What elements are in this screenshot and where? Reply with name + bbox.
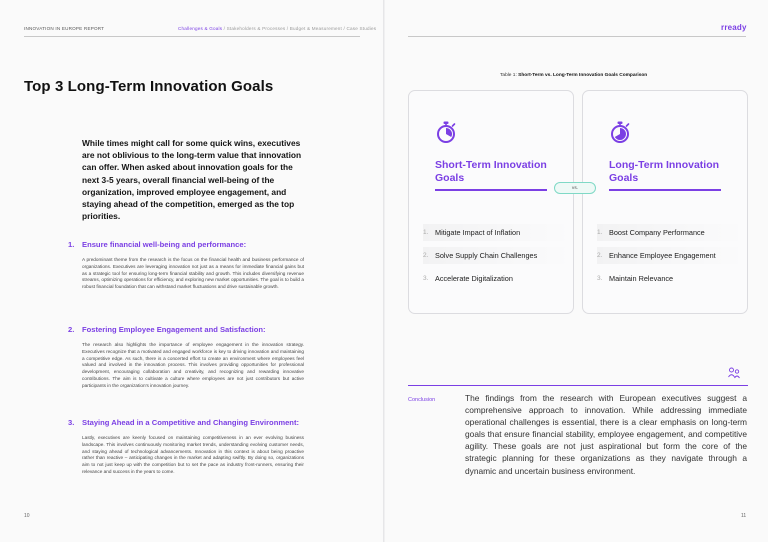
nav-separator: / (285, 26, 290, 31)
item-number: 2. (423, 252, 429, 259)
brand-logo[interactable]: rready (721, 23, 747, 32)
item-label: Maintain Relevance (609, 274, 674, 283)
goal-number: 1. (68, 240, 75, 249)
short-term-title-rule (435, 189, 547, 191)
long-term-title-rule (609, 189, 721, 191)
goal-body-3: Lastly, executives are keenly focused on maintaining competitiveness in an ever evolving business landscape. This involves continuously monitoring market trends, understanding evolving customer needs, and staying ahead of technological advancements. Innovation in this context is about being proactive rather than reactive – anticipating changes in the market and adapting swiftly. By doing so, organizations aim to not just keep up with the competition but to set the pace as industry front-runners, ensuring their relevance and success in the years to come. (82, 435, 304, 474)
short-term-item-1 (423, 224, 573, 241)
breadcrumb-nav (178, 26, 376, 31)
goal-heading-3 (68, 418, 299, 427)
item-label: Mitigate Impact of Inflation (435, 228, 521, 237)
item-label: Accelerate Digitalization (435, 274, 513, 283)
conclusion-text: The findings from the research with European executives suggest a comprehensive approach to innovation. While addressing immediate operational challenges is essential, there is a clear emphasis on long-term goals that ensure financial stability, employee engagement, and competitive agility. These goals are not just aspirational but form the core of the strategic planning for these organizations as they navigate through a dynamic and uncertain business environment. (465, 393, 747, 476)
nav-item-budget-measurement[interactable]: Budget & Measurement (289, 26, 343, 31)
long-term-item-1 (597, 224, 747, 241)
goal-title: Fostering Employee Engagement and Satisfaction: (82, 325, 266, 334)
goal-heading-2 (68, 325, 266, 334)
stopwatch-icon (435, 121, 457, 143)
nav-item-case-studies[interactable]: Case Studies (346, 26, 377, 31)
vs-badge: vs. (554, 182, 596, 194)
goal-title: Staying Ahead in a Competitive and Changing Environment: (82, 418, 300, 427)
header-rule-right (408, 36, 746, 37)
nav-item-stakeholders-processes[interactable]: Stakeholders & Processes (226, 26, 286, 31)
table-caption (500, 73, 647, 78)
people-icon (727, 366, 741, 380)
item-number: 3. (423, 275, 429, 282)
item-label: Solve Supply Chain Challenges (435, 251, 538, 260)
item-label: Enhance Employee Engagement (609, 251, 716, 260)
short-term-item-2 (423, 247, 573, 264)
page-number-right: 11 (741, 513, 747, 519)
stopwatch-icon (609, 121, 631, 143)
page-number-left: 10 (24, 513, 30, 519)
goal-number: 2. (68, 325, 75, 334)
page-spine (383, 0, 385, 542)
conclusion-rule (408, 385, 748, 386)
item-number: 1. (423, 229, 429, 236)
intro-paragraph: While times might call for some quick wins, executives are not oblivious to the long-term value that innovation can offer. When asked about innovation goals for the next 3-5 years, overall financial well-being of the organization, improved employee engagement, and staying ahead of the competition, emerged as the top priorities. (82, 138, 302, 222)
goal-heading-1 (68, 240, 246, 249)
nav-item-challenges-goals[interactable]: Challenges & Goals (178, 26, 223, 31)
table-caption-title: Short-Term vs. Long-Term Innovation Goals Comparison (518, 73, 648, 78)
conclusion-label: Conclusion (408, 397, 436, 403)
report-title: INNOVATION IN EUROPE REPORT (24, 26, 105, 31)
item-number: 1. (597, 229, 603, 236)
long-term-item-3 (597, 270, 747, 287)
header-rule-left (24, 36, 360, 37)
goal-body-2: The research also highlights the importance of employee engagement in the innovation strategy. Executives recognize that a motivated and engaged workforce is key to driving innovation and maintaining a competitive edge. As such, there is a concerted effort to create an environment where employees feel valued and involved in the innovation process. This involves providing opportunities for professional development, encouraging collaboration and creativity, and recognizing and rewarding innovative contributions. The aim is to cultivate a culture where employees are not just contributors but active participants in the organization's innovation journey. (82, 342, 304, 388)
goal-number: 3. (68, 418, 75, 427)
short-term-title: Short-Term Innovation Goals (435, 159, 547, 184)
short-term-card (408, 90, 574, 314)
nav-separator: / (342, 26, 347, 31)
nav-separator: / (222, 26, 227, 31)
goal-body-1: A predominant theme from the research is the focus on the financial health and business performance of organizations. Executives are leveraging innovation not just as a means for immediate financial gains but as a strategic tool for ensuring long-term financial stability and growth. This includes diversifying revenue streams, optimizing operations for efficiency, and exploring new market opportunities. The goal is to build a robust financial foundation that can withstand market fluctuations and drive sustainable growth. (82, 257, 304, 290)
goal-title: Ensure financial well-being and performance: (82, 240, 247, 249)
item-label: Boost Company Performance (609, 228, 705, 237)
item-number: 2. (597, 252, 603, 259)
long-term-title: Long-Term Innovation Goals (609, 159, 720, 184)
item-number: 3. (597, 275, 603, 282)
short-term-item-3 (423, 270, 573, 287)
long-term-item-2 (597, 247, 747, 264)
page-title: Top 3 Long-Term Innovation Goals (24, 78, 274, 95)
long-term-card (582, 90, 748, 314)
table-caption-prefix: Table 1: (500, 73, 517, 78)
